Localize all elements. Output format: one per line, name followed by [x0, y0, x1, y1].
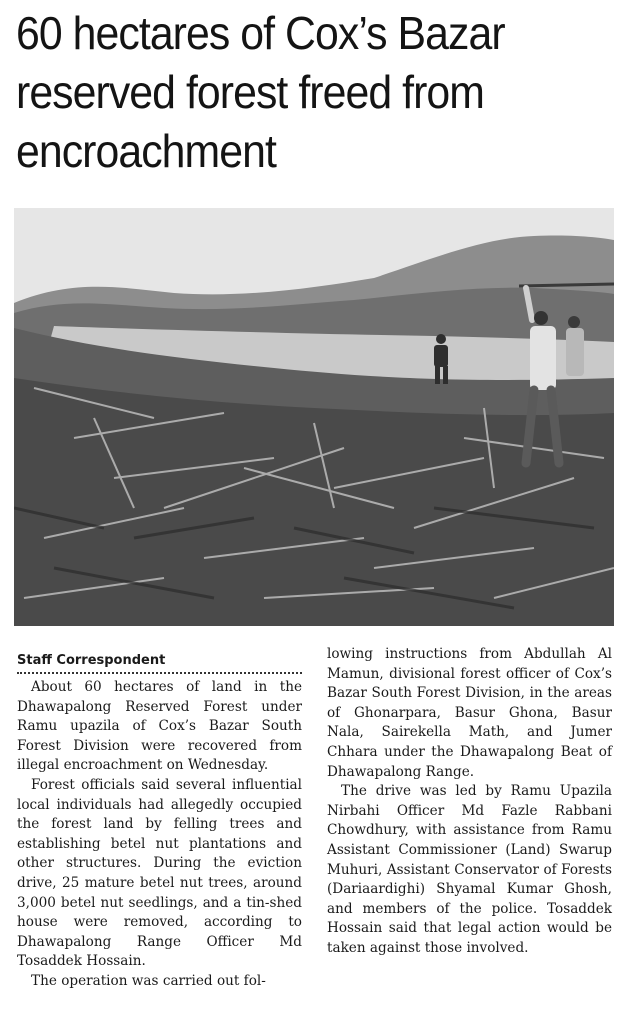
paragraph: Forest officials said several influential local individuals had allegedly occupied the forest land by felling trees and establishing betel nut plantations and other structures. During the eviction drive, 25 mature betel nut trees, around 3,000 betel nut seedlings, and a tin-shed house were removed, according to Dhawapalong Range Officer Md Tosaddek Hossain.	[17, 776, 302, 970]
headline: 60 hectares of Cox’s Bazar reserved forest freed from encroachment	[16, 7, 505, 177]
paragraph: The drive was led by Ramu Upazila Nirbahi Officer Md Fazle Rabbani Chowdhury, with assistance from Ramu Assistant Commissioner (Land) Swarup Muhuri, Assistant Conservator of Forests (Dariaardighi) Shyamal Kumar Ghosh, and members of the police. Tosaddek Hossain said that legal action would be taken against those involved.	[327, 783, 612, 956]
byline: Staff Correspondent	[17, 652, 302, 674]
article-column-left	[17, 652, 302, 992]
paragraph: lowing instructions from Abdullah Al Mamun, divisional forest officer of Cox’s Bazar South Forest Division, in the areas of Ghonarpara, Basur Ghona, Basur Nala, Sairekella Math, and Jumer Chhara under the Dhawapalong Beat of Dhawapalong Range.	[327, 646, 612, 780]
paragraph: The operation was carried out fol-	[31, 972, 266, 989]
paragraph: About 60 hectares of land in the Dhawapalong Reserved Forest under Ramu upazila of Cox’s Bazar South Forest Division were recovered from illegal encroachment on Wednesday.	[17, 679, 302, 774]
forest-clearing-photo	[14, 208, 614, 626]
article-column-right	[327, 645, 612, 959]
